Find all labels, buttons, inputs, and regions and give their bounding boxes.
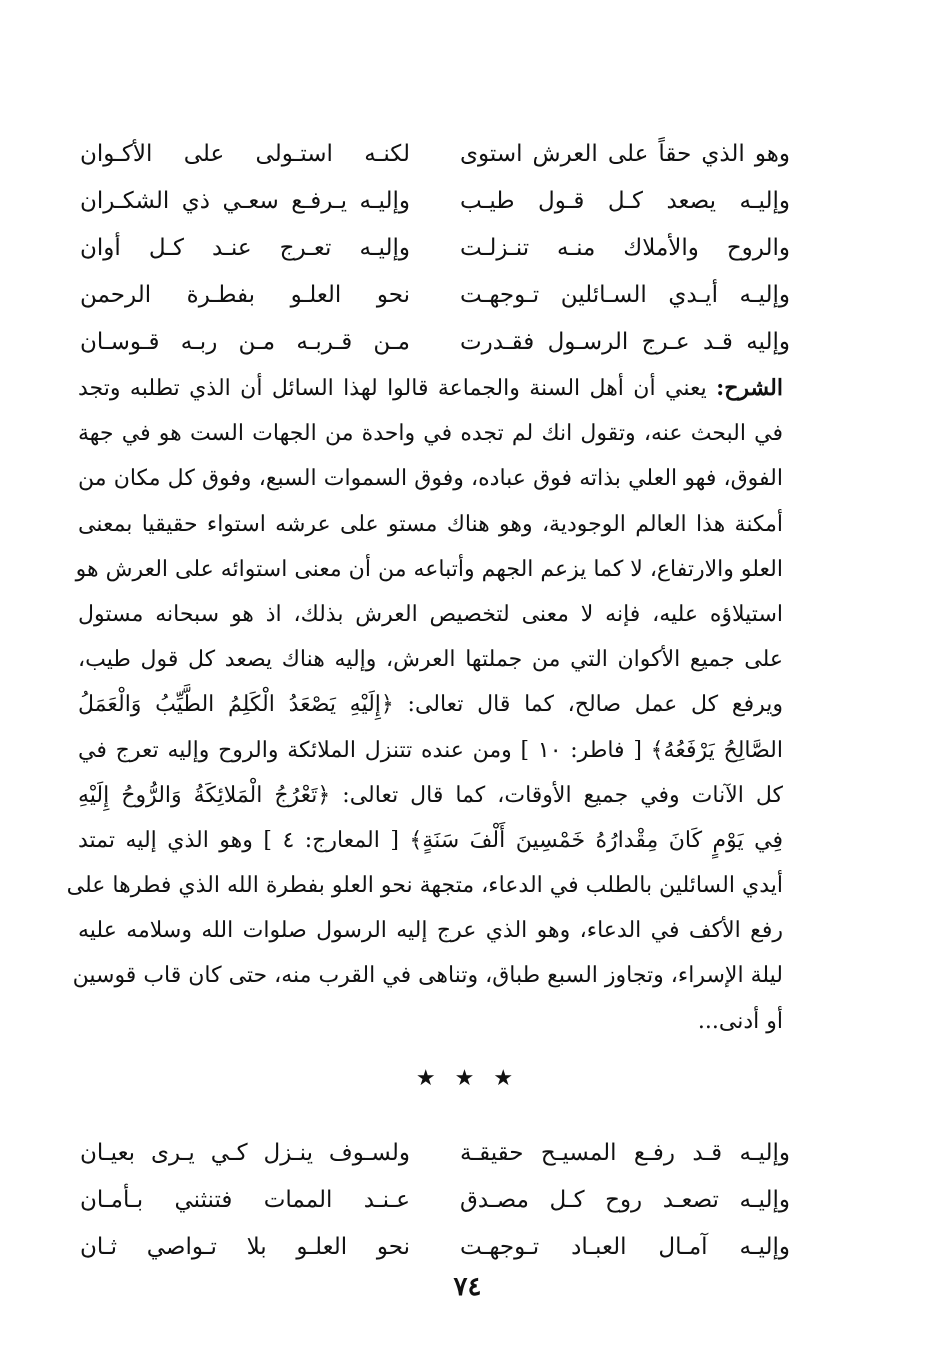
commentary-text: يعني أن أهل السنة والجماعة قالوا لهذا السائل أن الذي تطلبه وتجد <box>78 376 717 401</box>
verse-row <box>80 225 790 272</box>
verse-first-hemistich: وإليه قـد عـرج الرسـول فقـدرت <box>460 329 790 355</box>
commentary-line: الفوق، فهو العلي بذاته فوق عباده، وفوق السموات السبع، وفوق كل مكان من <box>78 466 783 492</box>
commentary-label: الشرح: <box>716 375 783 401</box>
commentary-line: العلو والارتفاع، لا كما يزعم الجهم وأتباعه من أن معنى استوائه على العرش هو <box>75 556 783 582</box>
commentary-line: ليلة الإسراء، وتجاوز السبع طباق، وتناهى في القرب منه، حتى كان قاب قوسين <box>72 963 783 989</box>
commentary-line: الصَّالِحُ يَرْفَعُهُ﴾ [ فاطر: ١٠ ] ومن عنده تتنزل الملائكة والروح وإليه تعرج في <box>78 737 783 763</box>
verse-second-hemistich: وإليـه يـرفـع سعـي ذي الشكـران <box>80 188 410 214</box>
verse-second-hemistich: نحو العلـو بفطـرة الرحمن <box>80 282 410 308</box>
verse-row <box>80 1177 790 1224</box>
commentary-line: فِي يَوْمٍ كَانَ مِقْدارُهُ خَمْسِينَ أَلْفَ سَنَةٍ﴾ [ المعارج: ٤ ] وهو الذي إليه تمتد <box>78 827 783 853</box>
commentary-line: في البحث عنه، وتقول انك لم تجده في واحدة من الجهات الست هو في جهة <box>78 421 783 447</box>
verse-second-hemistich: مـن قـربـه مـن ربـه قـوسـان <box>80 329 410 355</box>
commentary-line: كل الآنات وفي جميع الأوقات، كما قال تعالى: ﴿تَعْرُجُ الْمَلائِكَةُ وَالرُّوحُ إِلَيْهِ <box>78 782 783 808</box>
page-number: ٧٤ <box>453 1272 482 1302</box>
commentary-line <box>78 366 783 411</box>
verse-row <box>80 319 790 366</box>
verse-first-hemistich: وإليـه تصعـد روح كـل مصـدق <box>460 1187 790 1213</box>
commentary-line: على جميع الأكوان التي من جملتها العرش، وإليه هناك يصعد كل قول طيب، <box>78 647 783 673</box>
verse-first-hemistich: وإليـه يصعد كـل قـول طيـب <box>460 188 790 214</box>
commentary-line: رفع الأكف في الدعاء، وهو الذي عرج إليه الرسول صلوات الله وسلامه عليه <box>78 918 783 944</box>
commentary-line: ويرفع كل عمل صالح، كما قال تعالى: ﴿إِلَيْهِ يَصْعَدُ الْكَلِمُ الطَّيِّبُ وَالْعَمَلُ <box>78 692 783 718</box>
verse-first-hemistich: وهو الذي حقاً على العرش استوى <box>460 141 790 167</box>
commentary-line: أيدي السائلين بالطلب في الدعاء، متجهة نحو العلو بفطرة الله الذي فطرها على <box>66 873 783 899</box>
verse-second-hemistich: عـنـد الممات فتنثني بـأمـان <box>80 1187 410 1213</box>
verse-second-hemistich: لكنـه استـولى على الأكـوان <box>80 141 410 167</box>
verse-second-hemistich: ولسـوف ينـزل كـي يـرى بعيـان <box>80 1140 410 1166</box>
verse-row <box>80 1224 790 1271</box>
verse-row <box>80 1130 790 1177</box>
verse-first-hemistich: وإليـه آمـال العبـاد تـوجهـت <box>460 1234 790 1260</box>
verse-row <box>80 178 790 225</box>
commentary-line: أو أدنى... <box>697 1008 783 1034</box>
commentary-line: أمكنة هذا العالم الوجودية، وهو هناك مستو على عرشه استواء حقيقيا بمعنى <box>78 511 783 537</box>
verse-first-hemistich: وإليـه أيـدي السـائلين تـوجهـت <box>460 282 790 308</box>
verse-first-hemistich: وإليـه قـد رفـع المسيـح حقيقـة <box>460 1140 790 1166</box>
verse-row <box>80 272 790 319</box>
verse-second-hemistich: نحو العلـو بلا تـواصي ثـان <box>80 1234 410 1260</box>
verse-row <box>80 131 790 178</box>
poem-bottom <box>80 1130 790 1271</box>
verse-second-hemistich: وإليـه تعـرج عنـد كـل أوان <box>80 235 410 261</box>
poem-top <box>80 131 790 366</box>
commentary-line: استيلاؤه عليه، فإنه لا معنى لتخصيص العرش بذلك، اذ هو سبحانه مستول <box>78 601 783 627</box>
commentary-paragraph <box>66 366 783 1044</box>
section-separator: ★ ★ ★ <box>415 1066 520 1091</box>
verse-first-hemistich: والروح والأملاك منـه تنـزلـت <box>460 235 790 261</box>
